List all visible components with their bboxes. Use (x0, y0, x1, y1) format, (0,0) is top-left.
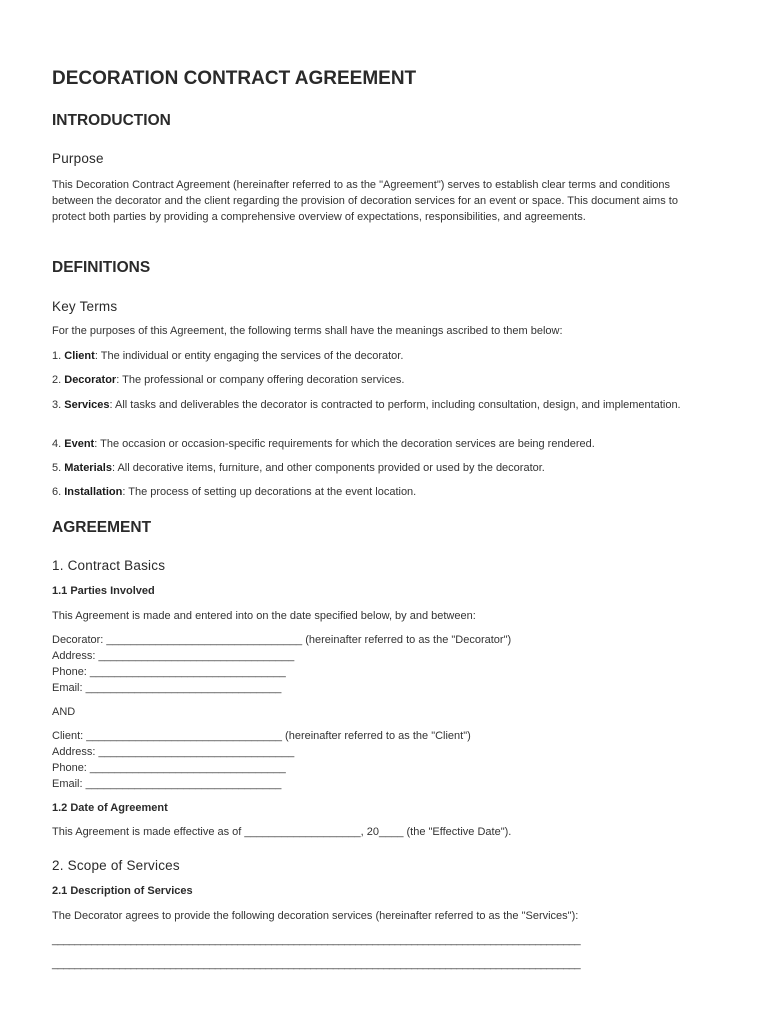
purpose-heading: Purpose (52, 151, 104, 166)
parties-intro: This Agreement is made and entered into on the date specified below, by and between: (52, 610, 476, 622)
date-heading: 1.2 Date of Agreement (52, 802, 168, 814)
definitions-heading: DEFINITIONS (52, 259, 151, 276)
introduction-heading: INTRODUCTION (52, 112, 171, 129)
decorator-phone-field: Phone: ________________________________ (52, 666, 286, 678)
scope-heading: 2. Scope of Services (52, 858, 180, 873)
decorator-address-field: Address: ________________________________ (52, 650, 295, 662)
agreement-heading: AGREEMENT (52, 519, 152, 536)
key-terms-heading: Key Terms (52, 299, 118, 314)
decorator-email-field: Email: ________________________________ (52, 682, 282, 694)
client-address-field: Address: ________________________________ (52, 746, 295, 758)
contract-basics-heading: 1. Contract Basics (52, 558, 166, 573)
definition-item: 1. Client: The individual or entity engaging the services of the decorator. (52, 350, 404, 362)
definition-item: 4. Event: The occasion or occasion-specific requirements for which the decoration services are being rendered. (52, 438, 595, 450)
client-phone-field: Phone: ________________________________ (52, 762, 286, 774)
decorator-name-field: Decorator: ________________________________ (hereinafter referred to as the "Decorator") (52, 634, 512, 646)
services-blank-line: ______________________________________________________________________________________________ (52, 934, 581, 946)
definitions-intro: For the purposes of this Agreement, the following terms shall have the meanings ascribed to them below: (52, 325, 563, 337)
definition-item: 5. Materials: All decorative items, furniture, and other components provided or used by the decorator. (52, 462, 545, 474)
client-email-field: Email: ________________________________ (52, 778, 282, 790)
definition-item: 2. Decorator: The professional or company offering decoration services. (52, 374, 405, 386)
effective-date-line: This Agreement is made effective as of ___________________, 20____ (the "Effective Date"). (52, 826, 512, 838)
description-intro: The Decorator agrees to provide the following decoration services (hereinafter referred to as the "Services"): (52, 910, 579, 922)
definition-item: 6. Installation: The process of setting up decorations at the event location. (52, 486, 417, 498)
document-title: DECORATION CONTRACT AGREEMENT (52, 68, 417, 89)
description-heading: 2.1 Description of Services (52, 885, 193, 897)
services-blank-line: ______________________________________________________________________________________________ (52, 958, 581, 970)
client-name-field: Client: ________________________________ (hereinafter referred to as the "Client") (52, 730, 471, 742)
definition-item: 3. Services: All tasks and deliverables the decorator is contracted to perform, including consultation, design, and implementation. (52, 399, 681, 411)
purpose-paragraph: This Decoration Contract Agreement (hereinafter referred to as the "Agreement") serves to establish clear terms and conditions between the decorator and the client regarding the provision of decoration services for an event or space. This document aims to protect both parties by providing a comprehensive overview of expectations, responsibilities, and agreements. (52, 179, 678, 223)
parties-heading: 1.1 Parties Involved (52, 585, 155, 597)
and-separator: AND (52, 706, 76, 718)
